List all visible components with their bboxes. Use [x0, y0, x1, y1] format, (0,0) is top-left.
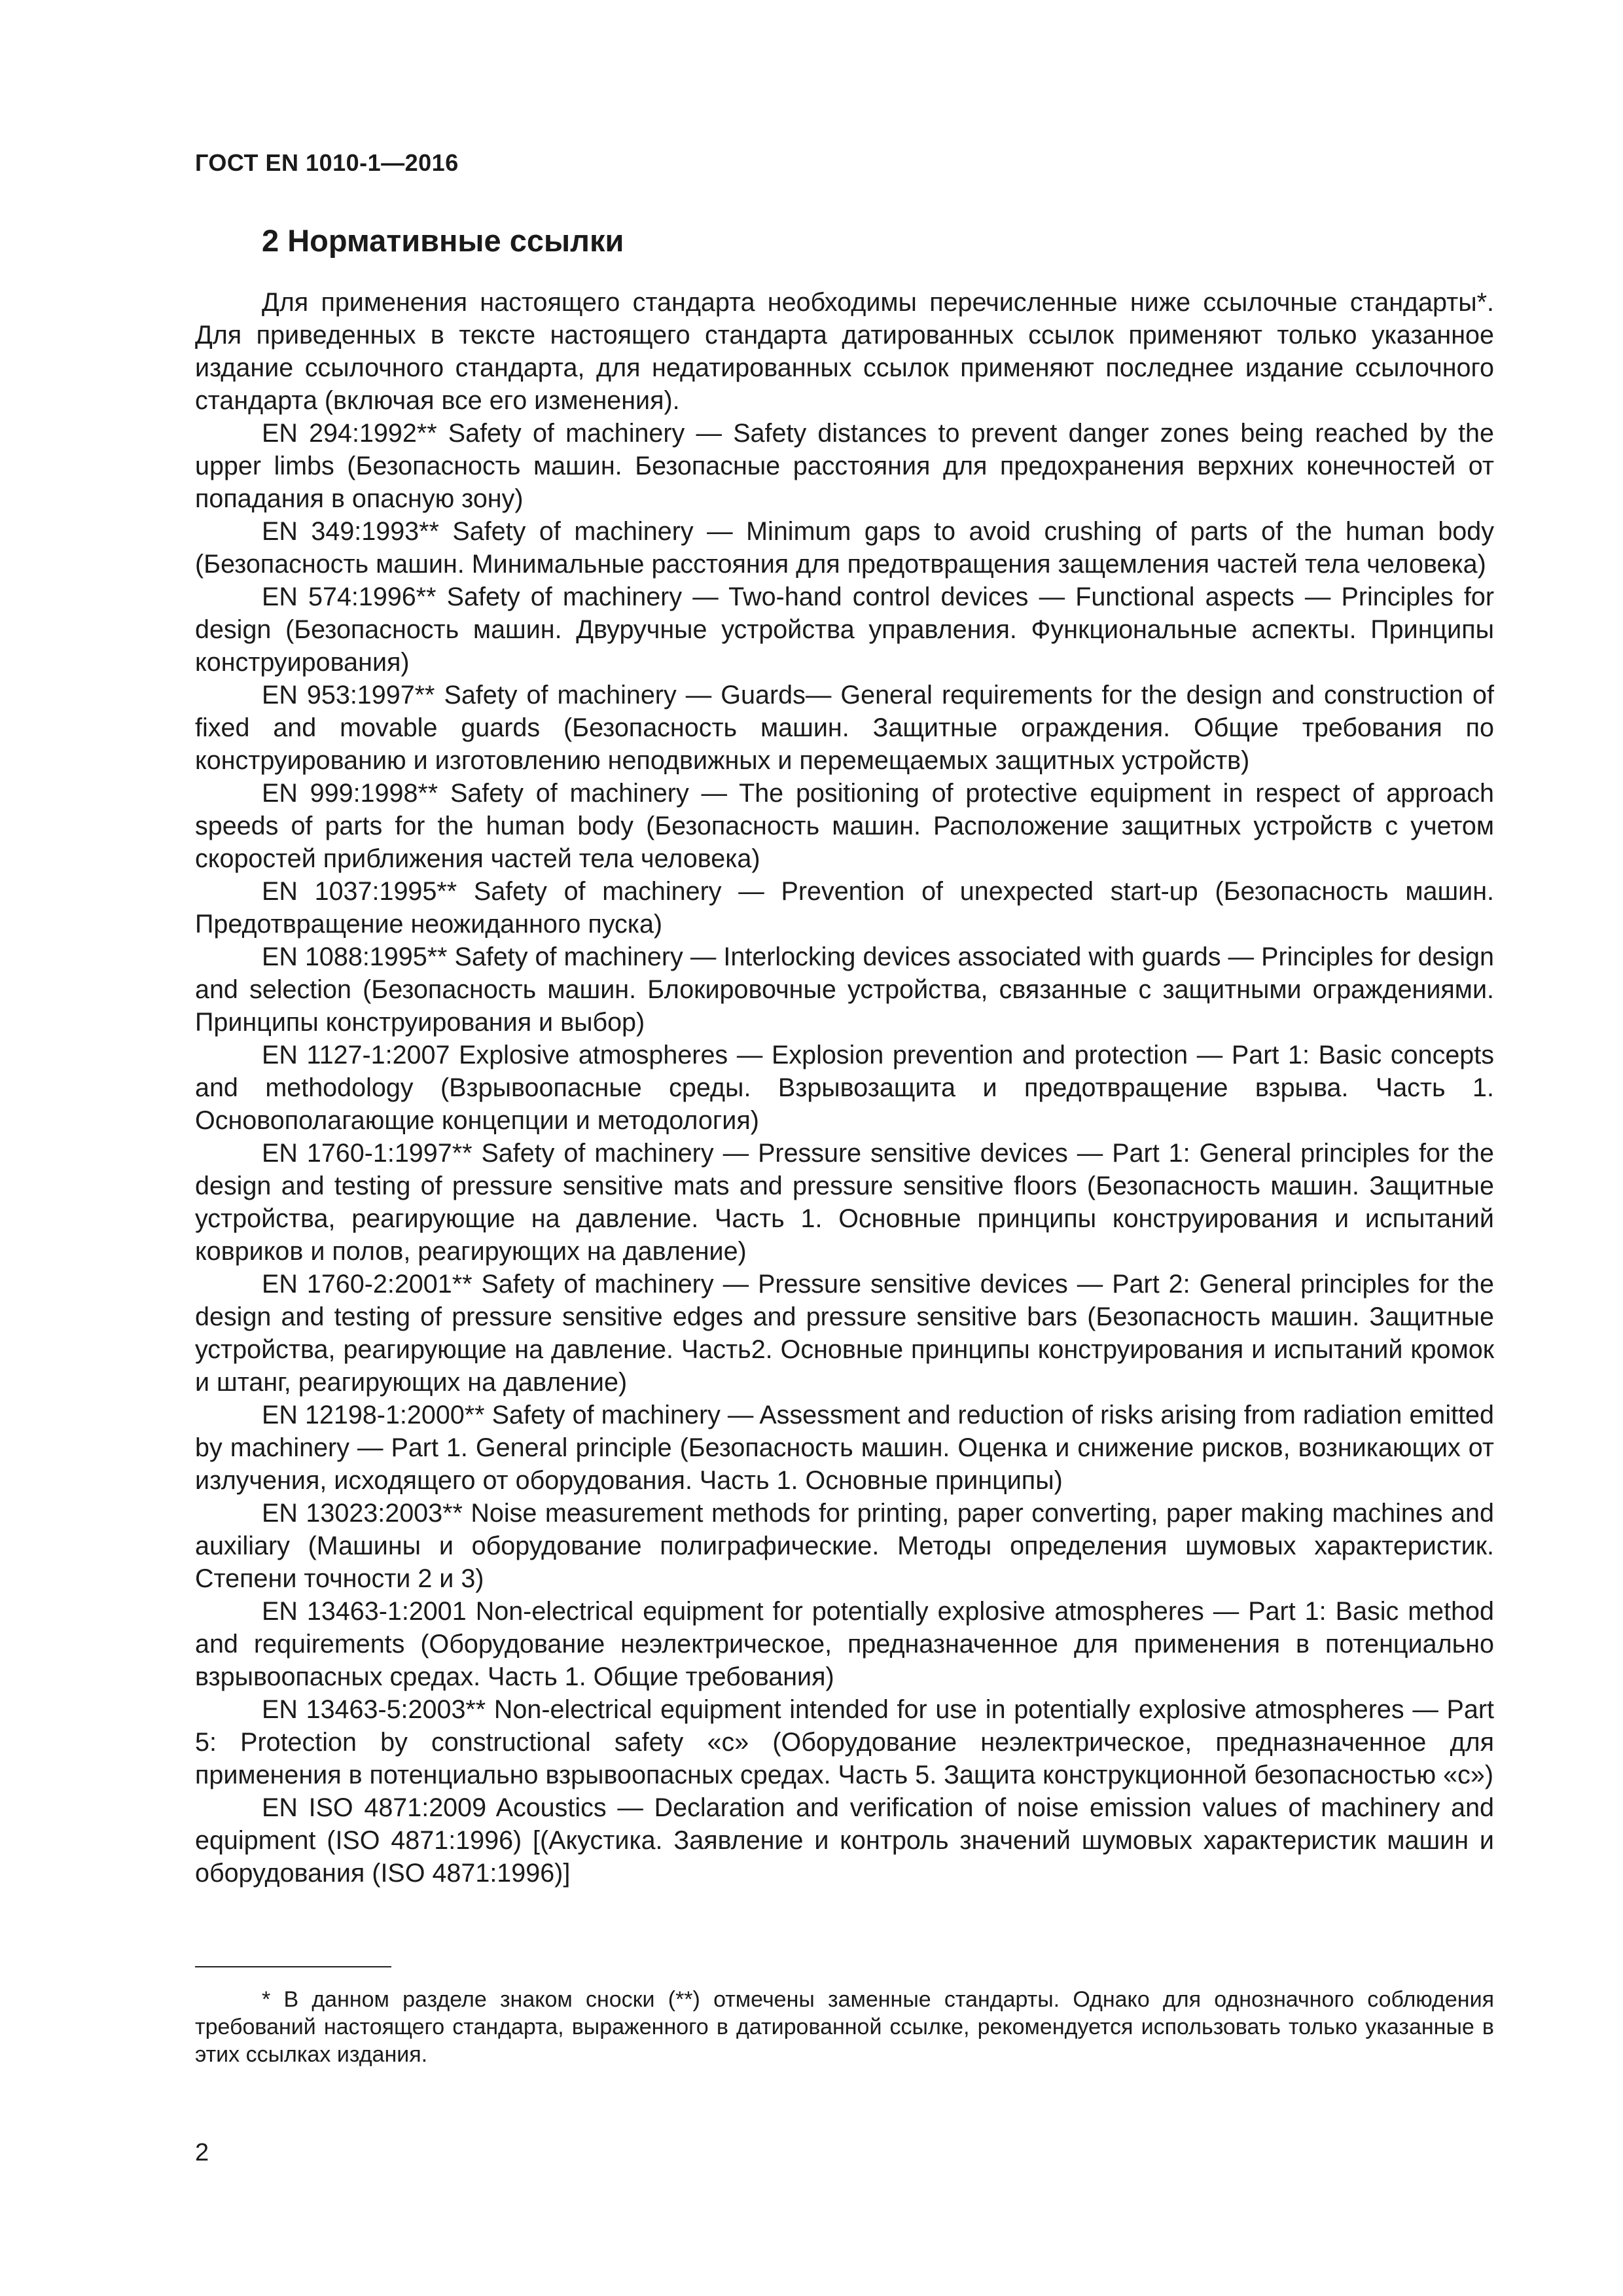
reference-item: EN 12198-1:2000** Safety of machinery — Assessment and reduction of risks arising from radiation emitted by machinery — Part 1. General principle (Безопасность машин. Оценка и снижение рисков, возникающих от излучения, исходящего от оборудования. Часть 1. Основные принципы)	[195, 1401, 1494, 1495]
reference-item: EN 294:1992** Safety of machinery — Safety distances to prevent danger zones being reached by the upper limbs (Безопасность машин. Безопасные расстояния для предохранения верхних конечностей от попадания в опасную зону)	[195, 419, 1494, 513]
document-header: ГОСТ EN 1010-1—2016	[195, 149, 459, 176]
references-body	[195, 286, 1494, 1890]
reference-item: EN 13463-5:2003** Non-electrical equipment intended for use in potentially explosive atmospheres — Part 5: Protection by constructional safety «c» (Оборудование неэлектрическое, предназначенное для применения в потенциально взрывоопасных средах. Часть 5. Защита конструкционной безопасностью «c»)	[195, 1695, 1494, 1789]
reference-item: EN 574:1996** Safety of machinery — Two-hand control devices — Functional aspects — Principles for design (Безопасность машин. Двуручные устройства управления. Функциональные аспекты. Принципы конструирования)	[195, 583, 1494, 677]
footnote-divider	[195, 1966, 391, 1967]
intro-paragraph: Для применения настоящего стандарта необходимы перечисленные ниже ссылочные стандарты*. Для приведенных в тексте настоящего стандарта датированных ссылок применяют только указанное издание ссылочного стандарта, для недатированных ссылок применяют последнее издание ссылочного стандарта (включая все его изменения).	[195, 288, 1494, 415]
reference-item: EN 13023:2003** Noise measurement methods for printing, paper converting, paper making machines and auxiliary (Машины и оборудование полиграфические. Методы определения шумовых характеристик. Степени точности 2 и 3)	[195, 1499, 1494, 1593]
reference-item: EN 1088:1995** Safety of machinery — Interlocking devices associated with guards — Principles for design and selection (Безопасность машин. Блокировочные устройства, связанные с защитными ограждениями. Принципы конструирования и выбор)	[195, 942, 1494, 1037]
reference-item: EN 1127-1:2007 Explosive atmospheres — Explosion prevention and protection — Part 1: Basic concepts and methodology (Взрывоопасные среды. Взрывозащита и предотвращение взрыва. Часть 1. Основополагающие концепции и методология)	[195, 1041, 1494, 1135]
reference-item: EN 1760-2:2001** Safety of machinery — Pressure sensitive devices — Part 2: General principles for the design and testing of pressure sensitive edges and pressure sensitive bars (Безопасность машин. Защитные устройства, реагирующие на давление. Часть2. Основные принципы конструирования и испытаний кромок и штанг, реагирующих на давление)	[195, 1270, 1494, 1397]
reference-item: EN ISO 4871:2009 Acoustics — Declaration and verification of noise emission values of machinery and equipment (ISO 4871:1996) [(Акустика. Заявление и контроль значений шумовых характеристик машин и оборудования (ISO 4871:1996)]	[195, 1793, 1494, 1888]
reference-item: EN 349:1993** Safety of machinery — Minimum gaps to avoid crushing of parts of the human body (Безопасность машин. Минимальные расстояния для предотвращения защемления частей тела человека)	[195, 517, 1494, 579]
section-title: 2 Нормативные ссылки	[262, 223, 624, 258]
reference-item: EN 1037:1995** Safety of machinery — Prevention of unexpected start-up (Безопасность машин. Предотвращение неожиданного пуска)	[195, 877, 1494, 939]
reference-item: EN 1760-1:1997** Safety of machinery — Pressure sensitive devices — Part 1: General principles for the design and testing of pressure sensitive mats and pressure sensitive floors (Безопасность машин. Защитные устройства, реагирующие на давление. Часть 1. Основные принципы конструирования и испытаний ковриков и полов, реагирующих на давление)	[195, 1139, 1494, 1266]
footnote: * В данном разделе знаком сноски (**) отмечены заменные стандарты. Однако для однозначного соблюдения требований настоящего стандарта, выраженного в датированной ссылке, рекомендуется использовать только указанные в этих ссылках издания.	[195, 1987, 1494, 2067]
reference-item: EN 13463-1:2001 Non-electrical equipment for potentially explosive atmospheres — Part 1: Basic method and requirements (Оборудование неэлектрическое, предназначенное для применения в потенциально взрывоопасных средах. Часть 1. Общие требования)	[195, 1597, 1494, 1691]
reference-item: EN 999:1998** Safety of machinery — The positioning of protective equipment in respect of approach speeds of parts for the human body (Безопасность машин. Расположение защитных устройств с учетом скоростей приближения частей тела человека)	[195, 779, 1494, 873]
page-number: 2	[195, 2139, 209, 2166]
reference-item: EN 953:1997** Safety of machinery — Guards— General requirements for the design and construction of fixed and movable guards (Безопасность машин. Защитные ограждения. Общие требования по конструированию и изготовлению неподвижных и перемещаемых защитных устройств)	[195, 681, 1494, 775]
